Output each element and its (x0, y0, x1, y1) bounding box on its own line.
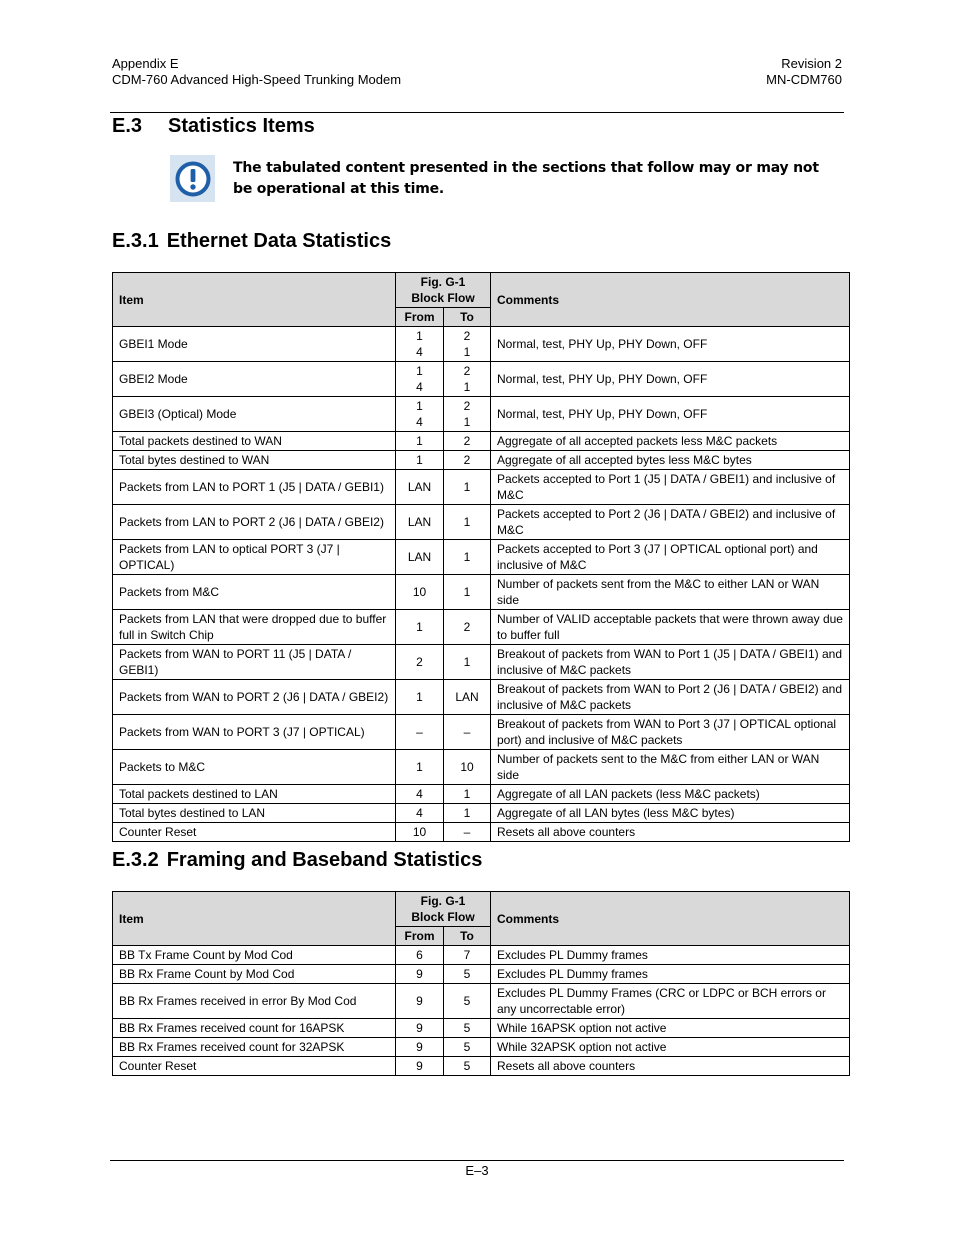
comments-cell: Packets accepted to Port 3 (J7 | OPTICAL optional port) and inclusive of M&C (491, 540, 850, 575)
item-cell: Packets from LAN to PORT 1 (J5 | DATA / GEBI1) (113, 470, 396, 505)
subsection-title: Ethernet Data Statistics (166, 230, 392, 252)
table-row (113, 610, 850, 645)
comments-cell: Excludes PL Dummy frames (491, 965, 850, 984)
from-cell (396, 804, 444, 823)
to-column-header: To (444, 927, 491, 946)
to-value: – (463, 725, 471, 739)
from-column-header: From (396, 927, 444, 946)
to-value: 1 (463, 550, 471, 564)
from-cell (396, 540, 444, 575)
from-value: 1 (416, 453, 423, 467)
subsection-heading-framing (112, 849, 482, 872)
item-column-header: Item (113, 892, 396, 946)
subsection-title: Framing and Baseband Statistics (166, 849, 483, 871)
item-cell: Total packets destined to WAN (113, 432, 396, 451)
ethernet-statistics-table (112, 272, 850, 842)
to-cell (444, 610, 491, 645)
section-heading (112, 115, 315, 138)
to-value: 2 (463, 434, 471, 448)
subsection-heading-ethernet (112, 230, 391, 253)
item-cell: GBEI1 Mode (113, 327, 396, 362)
comments-cell: Aggregate of all accepted bytes less M&C bytes (491, 451, 850, 470)
item-cell: Counter Reset (113, 823, 396, 842)
to-value: 7 (463, 948, 471, 962)
item-cell: Packets to M&C (113, 750, 396, 785)
item-cell: Counter Reset (113, 1057, 396, 1076)
note-text: The tabulated content presented in the sections that follow may or may not be operational at this time. (233, 160, 819, 197)
header-divider (110, 112, 844, 113)
to-value: 1 (463, 655, 471, 669)
to-cell (444, 785, 491, 804)
to-cell (444, 505, 491, 540)
from-cell (396, 823, 444, 842)
to-cell (444, 804, 491, 823)
from-value: 9 (416, 1059, 423, 1073)
block-flow-column-header: Fig. G-1 Block Flow (396, 273, 491, 308)
comments-cell: Packets accepted to Port 1 (J5 | DATA / GBEI1) and inclusive of M&C (491, 470, 850, 505)
section-title: Statistics Items (168, 115, 315, 137)
comments-column-header: Comments (491, 273, 850, 327)
from-value: 4 (416, 345, 423, 359)
item-cell: GBEI3 (Optical) Mode (113, 397, 396, 432)
to-value: – (463, 825, 471, 839)
table-row (113, 432, 850, 451)
to-cell (444, 750, 491, 785)
from-value: 4 (416, 415, 423, 429)
item-cell: Packets from WAN to PORT 11 (J5 | DATA / GEBI1) (113, 645, 396, 680)
from-cell (396, 397, 444, 432)
page-number: E–3 (465, 1163, 489, 1178)
to-cell (444, 451, 491, 470)
to-cell (444, 432, 491, 451)
from-value: 9 (416, 994, 423, 1008)
table-row (113, 1038, 850, 1057)
revision-label: Revision 2 (781, 56, 842, 71)
from-cell (396, 610, 444, 645)
to-cell (444, 397, 491, 432)
item-cell: Total packets destined to LAN (113, 785, 396, 804)
table-row (113, 327, 850, 362)
item-column-header: Item (113, 273, 396, 327)
table-row (113, 750, 850, 785)
comments-cell: While 16APSK option not active (491, 1019, 850, 1038)
from-value: 6 (416, 948, 423, 962)
from-cell (396, 645, 444, 680)
to-cell (444, 946, 491, 965)
from-value: 10 (412, 825, 427, 839)
from-cell (396, 327, 444, 362)
from-cell (396, 362, 444, 397)
to-cell (444, 715, 491, 750)
from-value: 1 (416, 364, 423, 378)
appendix-label: Appendix E (112, 56, 179, 71)
item-cell: BB Rx Frame Count by Mod Cod (113, 965, 396, 984)
to-cell (444, 470, 491, 505)
item-cell: GBEI2 Mode (113, 362, 396, 397)
to-value: 1 (463, 480, 471, 494)
to-value: 1 (463, 345, 471, 359)
to-cell (444, 327, 491, 362)
table-header-row (113, 892, 850, 927)
from-value: 10 (412, 585, 427, 599)
info-exclamation-icon (170, 155, 215, 202)
comments-cell: Aggregate of all accepted packets less M&C packets (491, 432, 850, 451)
table-row (113, 946, 850, 965)
to-cell (444, 1019, 491, 1038)
to-value: 1 (463, 380, 471, 394)
table-row (113, 785, 850, 804)
table-row (113, 540, 850, 575)
from-value: 4 (416, 380, 423, 394)
block-flow-column-header: Fig. G-1 Block Flow (396, 892, 491, 927)
to-cell (444, 362, 491, 397)
from-value: – (416, 725, 423, 739)
from-value: 9 (416, 1021, 423, 1035)
document-title: CDM-760 Advanced High-Speed Trunking Modem (112, 72, 402, 87)
to-value: 2 (463, 329, 471, 343)
to-cell (444, 645, 491, 680)
table-row (113, 470, 850, 505)
item-cell: Packets from LAN to PORT 2 (J6 | DATA / GBEI2) (113, 505, 396, 540)
from-cell (396, 965, 444, 984)
to-cell (444, 823, 491, 842)
to-value: 5 (463, 994, 471, 1008)
from-cell (396, 1019, 444, 1038)
table-row (113, 804, 850, 823)
comments-cell: Normal, test, PHY Up, PHY Down, OFF (491, 362, 850, 397)
comments-cell: Excludes PL Dummy Frames (CRC or LDPC or BCH errors or any uncorrectable error) (491, 984, 850, 1019)
from-cell (396, 1057, 444, 1076)
to-value: 1 (463, 415, 471, 429)
from-cell (396, 785, 444, 804)
manual-number: MN-CDM760 (766, 72, 842, 87)
comments-cell: Normal, test, PHY Up, PHY Down, OFF (491, 327, 850, 362)
item-cell: Packets from M&C (113, 575, 396, 610)
table-row (113, 645, 850, 680)
table-row (113, 823, 850, 842)
to-cell (444, 1057, 491, 1076)
to-value: 2 (463, 620, 471, 634)
from-cell (396, 750, 444, 785)
from-value: 4 (416, 787, 423, 801)
table-row (113, 965, 850, 984)
item-cell: BB Rx Frames received count for 16APSK (113, 1019, 396, 1038)
comments-cell: Normal, test, PHY Up, PHY Down, OFF (491, 397, 850, 432)
framing-baseband-statistics-table (112, 891, 850, 1076)
table-row (113, 575, 850, 610)
table-row (113, 362, 850, 397)
item-cell: Packets from WAN to PORT 2 (J6 | DATA / GBEI2) (113, 680, 396, 715)
from-cell (396, 1038, 444, 1057)
to-value: 5 (463, 967, 471, 981)
comments-cell: Number of packets sent from the M&C to either LAN or WAN side (491, 575, 850, 610)
to-cell (444, 680, 491, 715)
comments-cell: Excludes PL Dummy frames (491, 946, 850, 965)
comments-cell: Breakout of packets from WAN to Port 1 (J5 | DATA / GBEI1) and inclusive of M&C packets (491, 645, 850, 680)
from-value: 1 (416, 620, 423, 634)
from-column-header: From (396, 308, 444, 327)
subsection-number: E.3.1 (112, 230, 159, 252)
to-value: 5 (463, 1021, 471, 1035)
table-row (113, 984, 850, 1019)
from-cell (396, 505, 444, 540)
to-value: 2 (463, 364, 471, 378)
comments-cell: Resets all above counters (491, 1057, 850, 1076)
table-row (113, 1057, 850, 1076)
item-cell: Packets from LAN to optical PORT 3 (J7 | OPTICAL) (113, 540, 396, 575)
from-value: 9 (416, 967, 423, 981)
table-row (113, 397, 850, 432)
comments-cell: Breakout of packets from WAN to Port 2 (J6 | DATA / GBEI2) and inclusive of M&C packets (491, 680, 850, 715)
comments-cell: While 32APSK option not active (491, 1038, 850, 1057)
from-value: LAN (407, 480, 432, 494)
item-cell: BB Tx Frame Count by Mod Cod (113, 946, 396, 965)
to-value: 5 (463, 1059, 471, 1073)
comments-cell: Number of VALID acceptable packets that were thrown away due to buffer full (491, 610, 850, 645)
from-cell (396, 575, 444, 610)
from-cell (396, 984, 444, 1019)
table-row (113, 715, 850, 750)
comments-cell: Aggregate of all LAN packets (less M&C packets) (491, 785, 850, 804)
item-cell: Total bytes destined to LAN (113, 804, 396, 823)
from-cell (396, 715, 444, 750)
item-cell: Packets from LAN that were dropped due to buffer full in Switch Chip (113, 610, 396, 645)
from-value: 1 (416, 690, 423, 704)
to-value: 1 (463, 806, 471, 820)
from-value: 1 (416, 329, 423, 343)
to-cell (444, 984, 491, 1019)
to-value: 10 (460, 760, 474, 774)
item-cell: Total bytes destined to WAN (113, 451, 396, 470)
table-row (113, 1019, 850, 1038)
section-number: E.3 (112, 115, 143, 137)
table-row (113, 451, 850, 470)
comments-column-header: Comments (491, 892, 850, 946)
to-value: 1 (463, 585, 471, 599)
from-cell (396, 946, 444, 965)
to-cell (444, 1038, 491, 1057)
to-value: LAN (455, 690, 479, 704)
to-value: 2 (463, 399, 471, 413)
from-value: 1 (416, 760, 423, 774)
comments-cell: Number of packets sent to the M&C from either LAN or WAN side (491, 750, 850, 785)
page-header-right (766, 56, 842, 88)
table-header-row (113, 273, 850, 308)
from-value: LAN (407, 515, 432, 529)
from-value: 4 (416, 806, 423, 820)
table-row (113, 505, 850, 540)
from-value: 1 (416, 434, 423, 448)
comments-cell: Breakout of packets from WAN to Port 3 (J7 | OPTICAL optional port) and inclusive of M&C packets (491, 715, 850, 750)
item-cell: BB Rx Frames received count for 32APSK (113, 1038, 396, 1057)
to-cell (444, 575, 491, 610)
to-value: 1 (463, 787, 471, 801)
from-cell (396, 432, 444, 451)
item-cell: BB Rx Frames received in error By Mod Cod (113, 984, 396, 1019)
table-row (113, 680, 850, 715)
page-header-left (112, 56, 401, 88)
to-cell (444, 540, 491, 575)
item-cell: Packets from WAN to PORT 3 (J7 | OPTICAL) (113, 715, 396, 750)
from-cell (396, 470, 444, 505)
subsection-number: E.3.2 (112, 849, 159, 871)
from-cell (396, 680, 444, 715)
footer-divider (110, 1160, 844, 1161)
from-value: LAN (407, 550, 432, 564)
from-value: 1 (416, 399, 423, 413)
to-value: 1 (463, 515, 471, 529)
from-value: 2 (416, 655, 423, 669)
to-cell (444, 965, 491, 984)
comments-cell: Resets all above counters (491, 823, 850, 842)
to-column-header: To (444, 308, 491, 327)
comments-cell: Aggregate of all LAN bytes (less M&C bytes) (491, 804, 850, 823)
from-cell (396, 451, 444, 470)
from-value: 9 (416, 1040, 423, 1054)
to-value: 5 (463, 1040, 471, 1054)
to-value: 2 (463, 453, 471, 467)
comments-cell: Packets accepted to Port 2 (J6 | DATA / GBEI2) and inclusive of M&C (491, 505, 850, 540)
